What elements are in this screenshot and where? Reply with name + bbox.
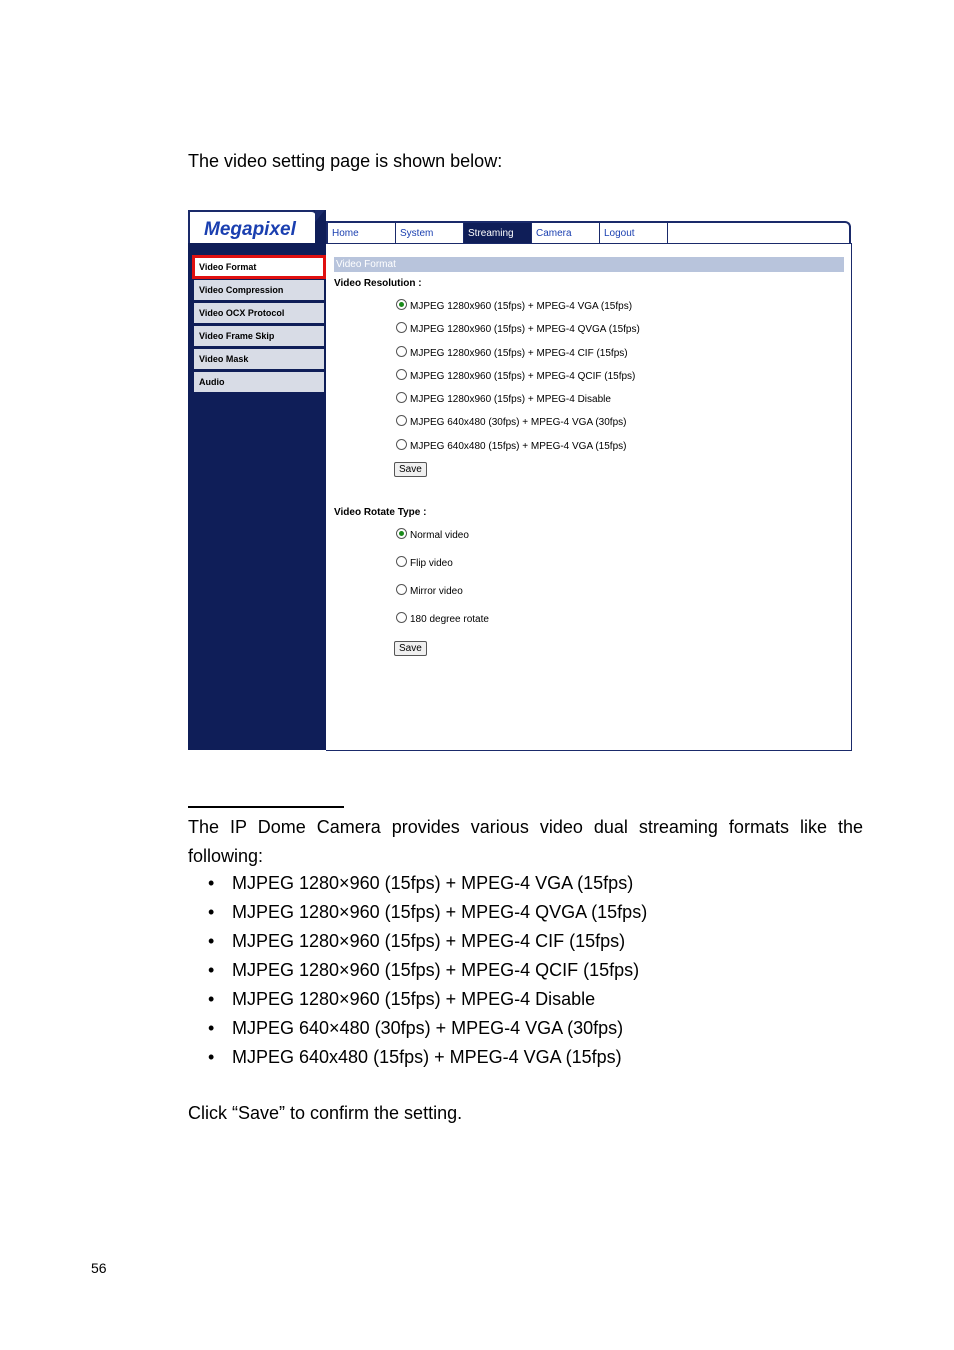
- footnote-rule: [188, 806, 344, 808]
- resolution-option[interactable]: [334, 365, 844, 388]
- logo: Megapixel: [204, 219, 296, 240]
- nav-fill: [668, 223, 849, 243]
- logo-tab: [188, 210, 315, 243]
- resolution-label: Video Resolution :: [334, 278, 422, 289]
- list-item: • MJPEG 1280×960 (15fps) + MPEG-4 QVGA (15fps): [208, 898, 647, 927]
- rotate-label: Video Rotate Type :: [334, 507, 427, 519]
- rotate-option[interactable]: [334, 522, 844, 550]
- list-item: • MJPEG 640×480 (30fps) + MPEG-4 VGA (30fps): [208, 1014, 647, 1043]
- sidebar-item-video-frame-skip[interactable]: Video Frame Skip: [194, 326, 324, 346]
- description-paragraph: The IP Dome Camera provides various video dual streaming formats like the following:: [188, 817, 863, 866]
- save-instruction: Click “Save” to confirm the setting.: [188, 1103, 463, 1123]
- list-item: • MJPEG 1280×960 (15fps) + MPEG-4 QCIF (15fps): [208, 956, 647, 985]
- radio-icon[interactable]: [396, 584, 407, 595]
- option-label: MJPEG 640x480 (15fps) + MPEG-4 VGA (15fps): [410, 440, 627, 452]
- video-format-panel: [334, 257, 844, 656]
- radio-selected-icon[interactable]: [396, 299, 407, 310]
- format-list: [208, 869, 647, 1072]
- resolution-option[interactable]: [334, 411, 844, 434]
- radio-icon[interactable]: [396, 415, 407, 426]
- option-label: Normal video: [410, 530, 469, 542]
- save-rotate-button[interactable]: Save: [394, 641, 427, 656]
- video-format-screenshot: [188, 210, 852, 750]
- option-label: MJPEG 1280x960 (15fps) + MPEG-4 CIF (15fps): [410, 347, 628, 359]
- radio-icon[interactable]: [396, 612, 407, 623]
- sidebar-item-video-ocx-protocol[interactable]: Video OCX Protocol: [194, 303, 324, 323]
- option-label: MJPEG 1280x960 (15fps) + MPEG-4 QCIF (15fps): [410, 370, 636, 382]
- sidebar-item-video-mask[interactable]: Video Mask: [194, 349, 324, 369]
- resolution-option[interactable]: [334, 318, 844, 341]
- page-number: 56: [91, 1260, 107, 1276]
- option-label: Flip video: [410, 558, 453, 570]
- sidebar-menu: [194, 257, 324, 395]
- rotate-option[interactable]: [334, 550, 844, 578]
- option-label: Mirror video: [410, 586, 463, 598]
- sidebar-item-video-format[interactable]: Video Format: [194, 257, 324, 277]
- option-label: MJPEG 640x480 (30fps) + MPEG-4 VGA (30fps): [410, 417, 627, 429]
- radio-icon[interactable]: [396, 439, 407, 450]
- rotate-option[interactable]: [334, 578, 844, 606]
- list-item: • MJPEG 640x480 (15fps) + MPEG-4 VGA (15fps): [208, 1043, 647, 1072]
- resolution-option[interactable]: [334, 388, 844, 411]
- radio-icon[interactable]: [396, 369, 407, 380]
- save-resolution-button[interactable]: Save: [394, 462, 427, 477]
- sidebar-item-audio[interactable]: Audio: [194, 372, 324, 392]
- option-label: 180 degree rotate: [410, 614, 489, 626]
- radio-icon[interactable]: [396, 346, 407, 357]
- option-label: MJPEG 1280x960 (15fps) + MPEG-4 Disable: [410, 394, 611, 406]
- intro-text: The video setting page is shown below:: [188, 151, 503, 171]
- option-label: MJPEG 1280x960 (15fps) + MPEG-4 VGA (15fps): [410, 301, 633, 312]
- list-item: • MJPEG 1280×960 (15fps) + MPEG-4 Disable: [208, 985, 647, 1014]
- radio-icon[interactable]: [396, 322, 407, 333]
- sidebar-item-video-compression[interactable]: Video Compression: [194, 280, 324, 300]
- radio-icon[interactable]: [396, 392, 407, 403]
- resolution-option[interactable]: [334, 342, 844, 365]
- panel-title: Video Format: [334, 257, 844, 272]
- tab-streaming[interactable]: Streaming: [464, 223, 532, 243]
- option-label: MJPEG 1280x960 (15fps) + MPEG-4 QVGA (15fps): [410, 324, 640, 336]
- radio-selected-icon[interactable]: [396, 528, 407, 539]
- list-item: • MJPEG 1280×960 (15fps) + MPEG-4 VGA (15fps): [208, 869, 647, 898]
- tab-home[interactable]: Home: [328, 223, 396, 243]
- resolution-option[interactable]: [334, 295, 844, 318]
- tab-system[interactable]: System: [396, 223, 464, 243]
- list-item: • MJPEG 1280×960 (15fps) + MPEG-4 CIF (15fps): [208, 927, 647, 956]
- tab-logout[interactable]: Logout: [600, 223, 668, 243]
- rotate-option[interactable]: [334, 606, 844, 634]
- radio-icon[interactable]: [396, 556, 407, 567]
- top-nav: [326, 221, 851, 243]
- resolution-option[interactable]: [334, 435, 844, 458]
- tab-camera[interactable]: Camera: [532, 223, 600, 243]
